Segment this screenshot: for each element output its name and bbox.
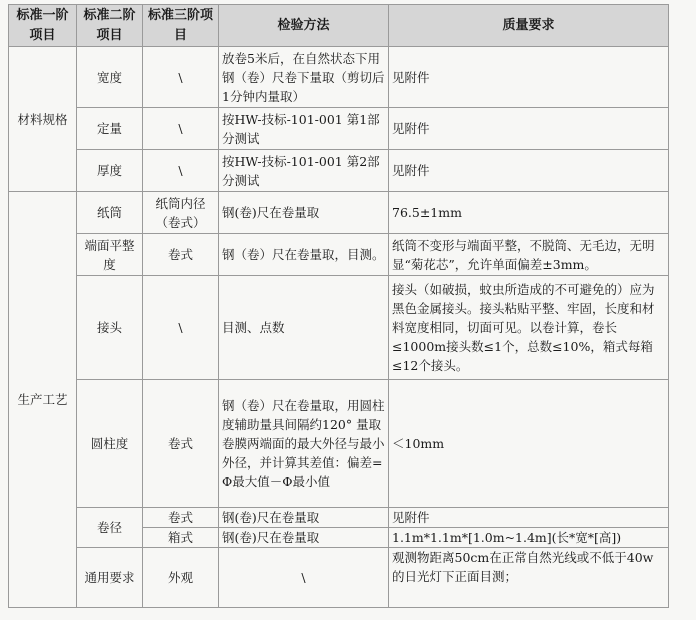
table-row (9, 548, 669, 608)
item-label: 宽度 (77, 47, 143, 108)
requirement-cell: 见附件 (389, 150, 669, 192)
table-row (9, 192, 669, 234)
section-material: 材料规格 (9, 47, 77, 192)
method-cell: 钢（卷）尺在卷量取，用圆柱度辅助量具间隔约120° 量取卷膜两端面的最大外径与最小外径，并计算其差值：偏差=Φ最大值－Φ最小值 (219, 380, 389, 508)
subitem-label: 卷式 (143, 380, 219, 508)
method-cell: 按HW-技标-101-001 第1部分测试 (219, 108, 389, 150)
header-quality: 质量要求 (389, 5, 669, 47)
header-level3: 标准三阶项目 (143, 5, 219, 47)
subitem-label: \ (143, 47, 219, 108)
table-row (9, 234, 669, 276)
requirement-cell: 见附件 (389, 108, 669, 150)
subitem-label: \ (143, 108, 219, 150)
method-cell: 观测物距离50cm在正常自然光线或不低于40w的日光灯下正面目测； (389, 548, 669, 608)
item-label: 定量 (77, 108, 143, 150)
requirement-cell: ＜10mm (389, 380, 669, 508)
requirement-cell: 1.1m*1.1m*[1.0m~1.4m](长*宽*[高]) (389, 528, 669, 548)
item-label: 卷径 (77, 508, 143, 548)
table-row (9, 47, 669, 108)
table-row (9, 150, 669, 192)
method-cell: 钢(卷)尺在卷量取 (219, 192, 389, 234)
table-row (9, 508, 669, 528)
subitem-label: 箱式 (143, 528, 219, 548)
subitem-label: 卷式 (143, 234, 219, 276)
requirement-cell: 76.5±1mm (389, 192, 669, 234)
method-cell: 钢（卷）尺在卷量取，目测。 (219, 234, 389, 276)
subitem-label: 纸筒内径（卷式） (143, 192, 219, 234)
item-label: 外观 (143, 548, 219, 608)
table-row (9, 108, 669, 150)
subitem-label: \ (219, 548, 389, 608)
item-label: 接头 (77, 276, 143, 380)
inspection-standard-table (8, 4, 669, 608)
method-cell: 放卷5米后，在自然状态下用钢（卷）尺卷下量取（剪切后1分钟内量取） (219, 47, 389, 108)
header-row (9, 5, 669, 47)
item-label: 厚度 (77, 150, 143, 192)
table-row (9, 276, 669, 380)
header-level2: 标准二阶项目 (77, 5, 143, 47)
requirement-cell: 接头（如破损，蚊虫所造成的不可避免的）应为黑色金属接头。接头粘贴平整、牢固，长度和材料宽度相同，切面可见。以卷计算，卷长≤1000m接头数≤1个，总数≤10%，箱式每箱≤12个接头。 (389, 276, 669, 380)
requirement-cell: 见附件 (389, 508, 669, 528)
header-method: 检验方法 (219, 5, 389, 47)
method-cell: 目测、点数 (219, 276, 389, 380)
subitem-label: \ (143, 276, 219, 380)
section-general: 通用要求 (77, 548, 143, 608)
method-cell: 按HW-技标-101-001 第2部分测试 (219, 150, 389, 192)
section-production: 生产工艺 (9, 192, 77, 608)
subitem-label: \ (143, 150, 219, 192)
item-label: 端面平整度 (77, 234, 143, 276)
requirement-cell: 见附件 (389, 47, 669, 108)
item-label: 圆柱度 (77, 380, 143, 508)
requirement-cell: 纸筒不变形与端面平整，不脱筒、无毛边，无明显“菊花芯”，允许单面偏差±3mm。 (389, 234, 669, 276)
item-label: 纸筒 (77, 192, 143, 234)
table-row (9, 380, 669, 508)
method-cell: 钢(卷)尺在卷量取 (219, 508, 389, 528)
header-level1: 标准一阶项目 (9, 5, 77, 47)
subitem-label: 卷式 (143, 508, 219, 528)
method-cell: 钢(卷)尺在卷量取 (219, 528, 389, 548)
